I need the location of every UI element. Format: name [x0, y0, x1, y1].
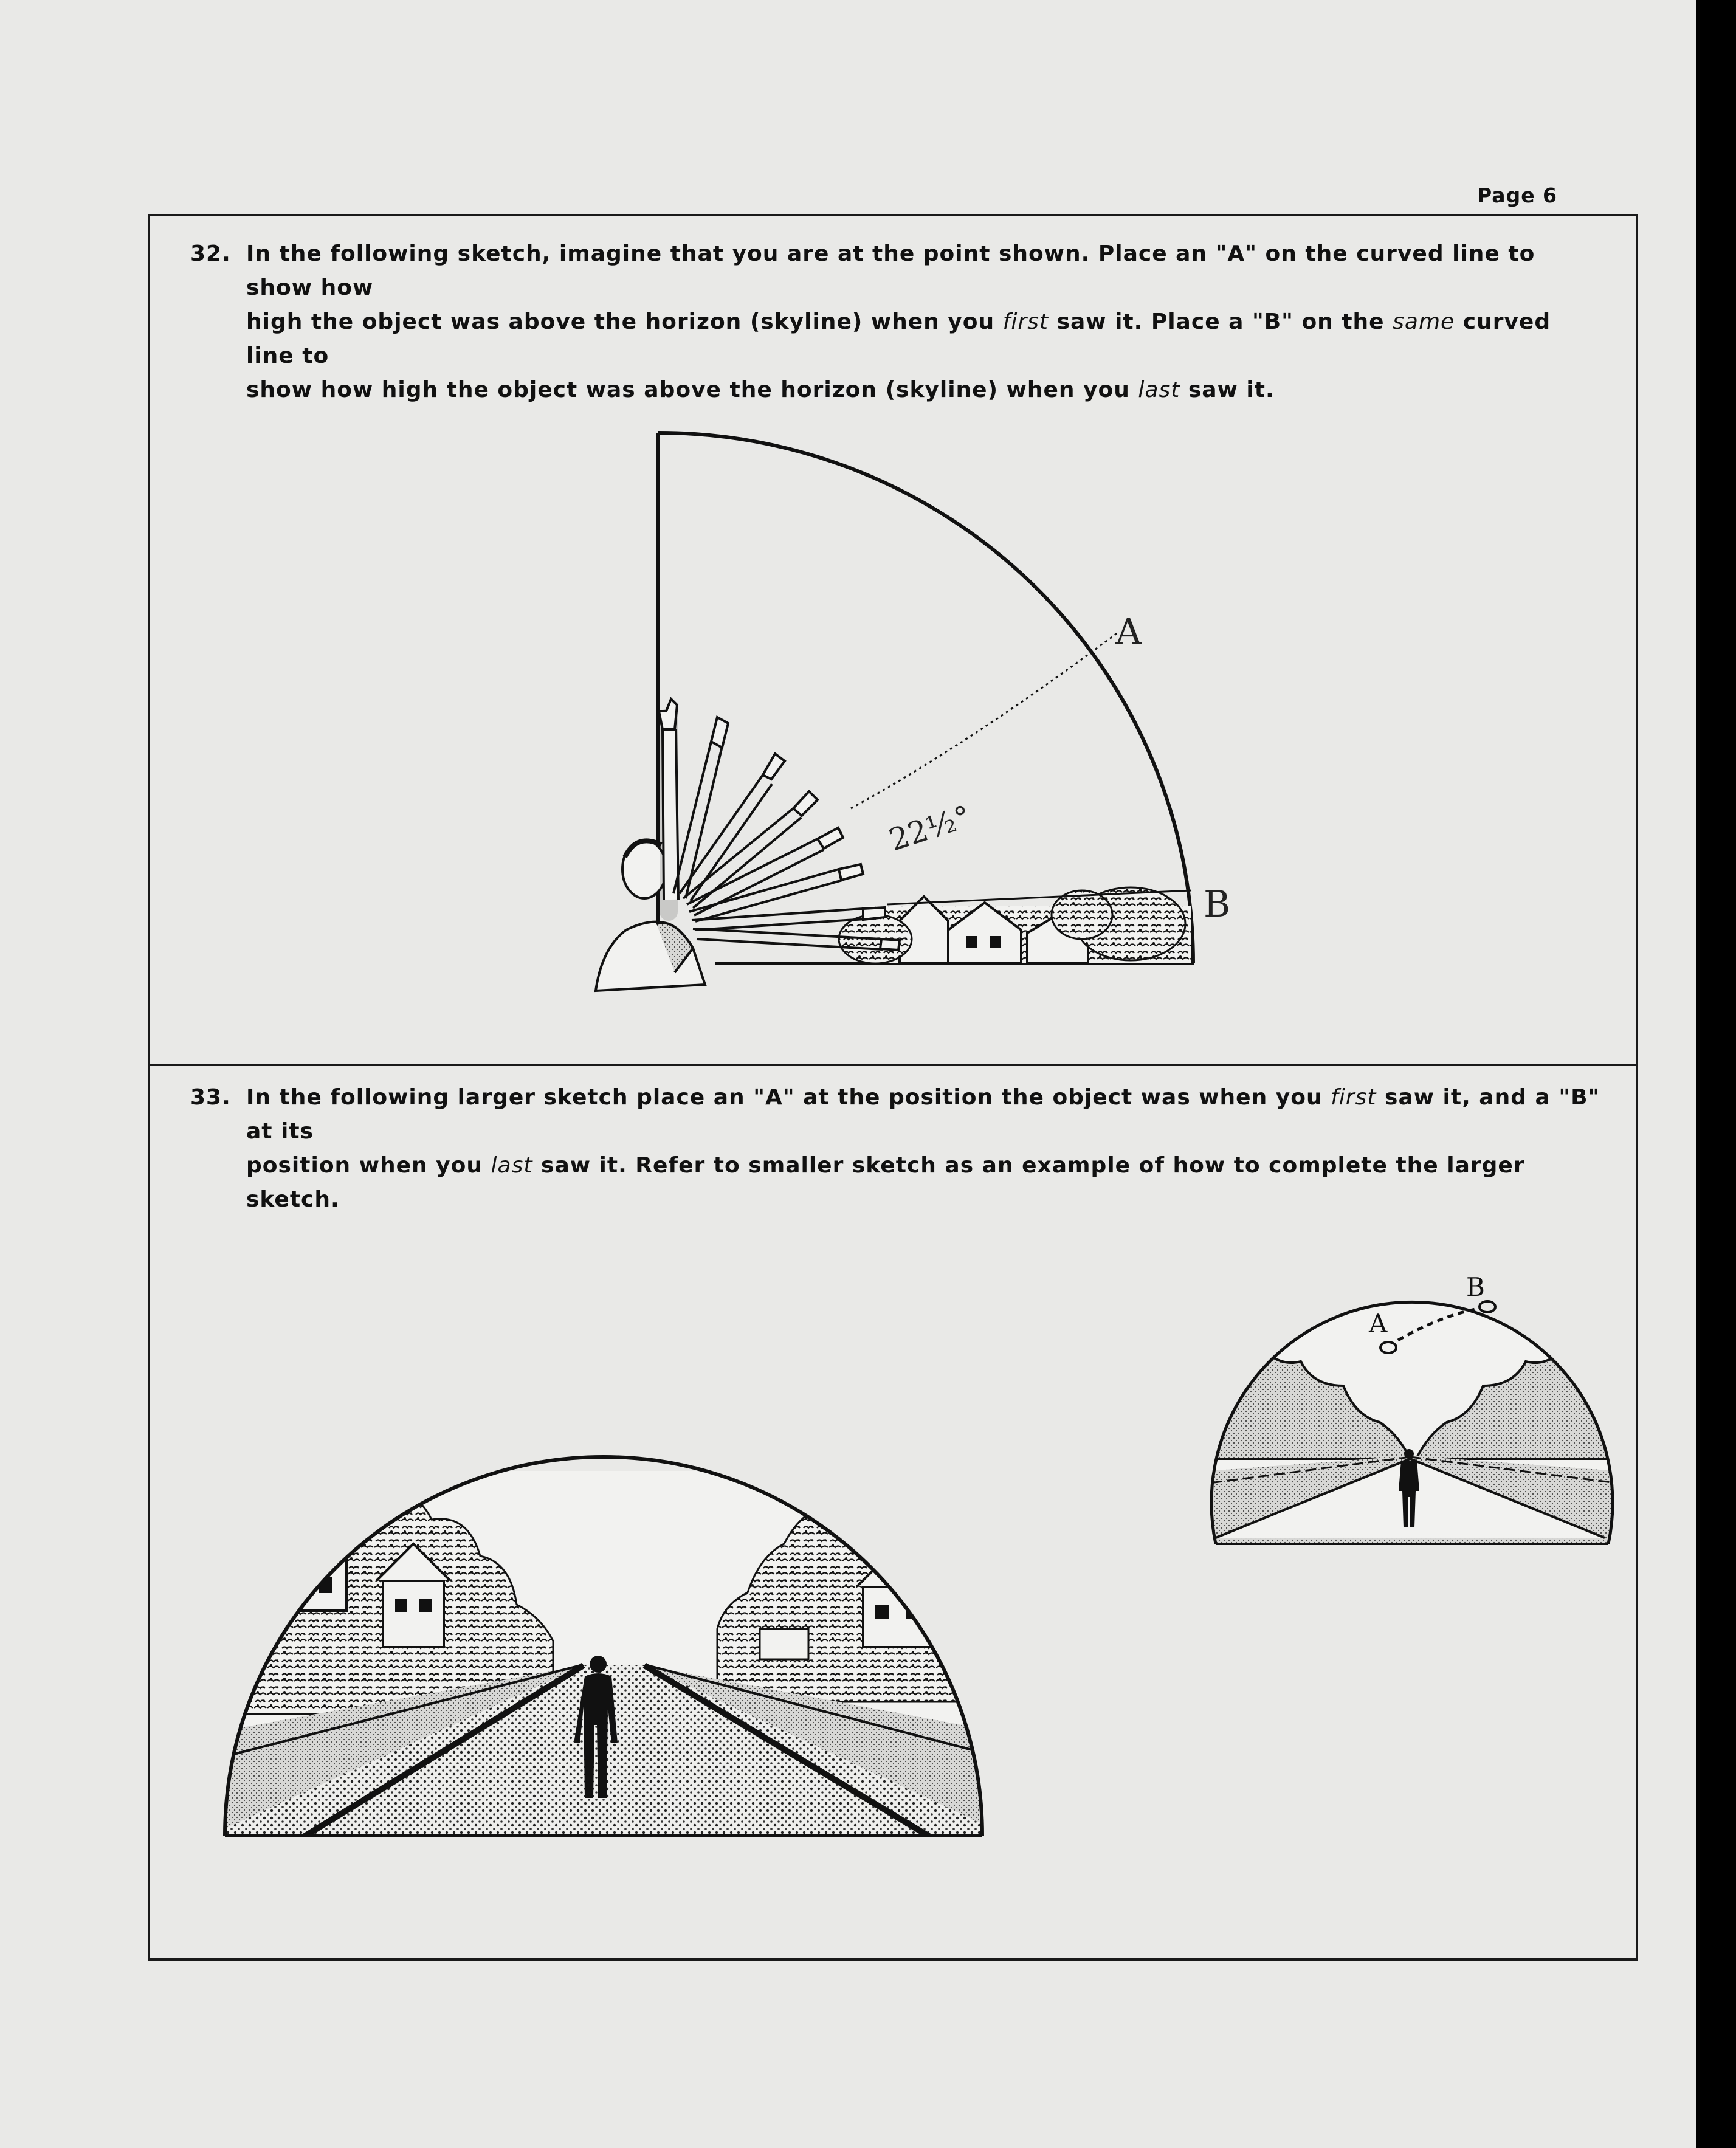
q33-line1-text-a: In the following larger sketch place an "A" at the position the object was when you [246, 1085, 1331, 1110]
q32-line1-text: In the following sketch, imagine that you are at the point shown. Place an "A" on the curved line to show how [246, 241, 1535, 300]
q32-quadrant-sketch [596, 433, 1230, 991]
handwritten-annotations [851, 611, 1230, 926]
q32-line2-text-e: curved line to [246, 309, 1551, 368]
q32-line3-text-a: show how high the object was above the horizon (skyline) when you [246, 377, 1138, 402]
q33-line2-text-a: position when you [246, 1153, 491, 1178]
sight-line-a [851, 632, 1118, 808]
example-marker-b [1479, 1301, 1495, 1312]
q33-emphasis-last: last [491, 1153, 533, 1178]
question-32-number: 32. [190, 241, 231, 266]
mark-a: A [1115, 611, 1142, 653]
q32-emphasis-last: last [1138, 377, 1180, 402]
q32-line2-text-a: high the object was above the horizon (skyline) when you [246, 309, 1003, 334]
q32-line3-text-c: saw it. [1180, 377, 1275, 402]
q32-emphasis-same: same [1393, 309, 1455, 334]
angle-note: 22½° [884, 798, 976, 858]
page-number: Page 6 [1477, 184, 1558, 207]
example-label-a: A [1369, 1309, 1388, 1338]
q33-line2-text-c: saw it. Refer to smaller sketch as an example of how to complete the larger sketch. [246, 1153, 1525, 1212]
q33-large-dome-sketch [140, 1457, 1033, 1848]
q32-emphasis-first: first [1002, 309, 1049, 334]
pointing-person [596, 699, 900, 991]
q32-line2-text-c: saw it. Place a "B" on the [1049, 309, 1393, 334]
question-33-number: 33. [190, 1085, 231, 1110]
q33-example-dome [1210, 1264, 1617, 1550]
mark-b: B [1204, 883, 1231, 926]
example-label-b: B [1466, 1272, 1485, 1302]
q33-emphasis-first: first [1331, 1085, 1377, 1110]
elevation-arc[interactable] [658, 433, 1193, 963]
q33-line1-text-c: saw it, and a "B" at its [246, 1085, 1600, 1144]
